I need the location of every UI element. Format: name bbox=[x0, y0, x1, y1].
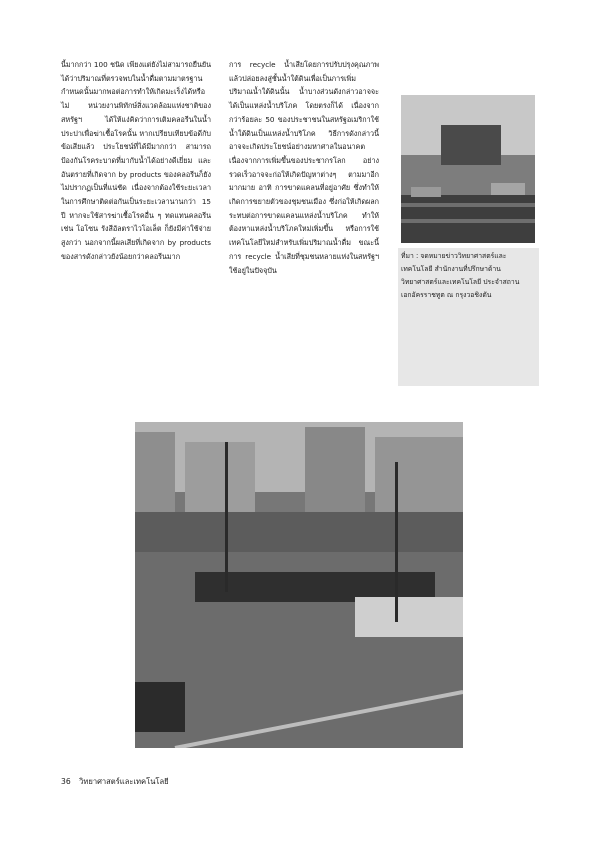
article-column-1: นี้มากกว่า 100 ชนิด เพียงแต่ยังไม่สามารถยืนยันได้ว่าปริมาณที่ตรวจพบในน้ำดื่มตามมาตรฐานกำหนดนั้นมากพอต่อการทำให้เกิดมะเร็งได้หรือไม่ หน่วยงานพิทักษ์สิ่งแวดล้อมแห่งชาติของสหรัฐฯ ได้ให้แง่คิดว่าการเติมคลอรีนในน้ำประปาเพื่อฆ่าเชื้อโรคนั้น หากเปรียบเทียบข้อดีกับข้อเสียแล้ว ประโยชน์ที่ได้มีมากกว่า สามารถป้องกันโรคระบาดที่มากับน้ำได้อย่างดีเยี่ยม และอันตรายที่เกิดจาก by products ของคลอรีนก็ยังไม่ปรากฏเป็นที่แน่ชัด เนื่องจากต้องใช้ระยะเวลาในการศึกษาติดต่อกันเป็นระยะเวลานานกว่า 15 ปี หากจะใช้สารฆ่าเชื้อโรคอื่น ๆ ทดแทนคลอรีน เช่น โอโซน รังสีอัลตราไวโอเล็ต ก็ยังมีค่าใช้จ่ายสูงกว่า นอกจากนี้ผลเสียที่เกิดจาก by products ของสารดังกล่าวยังน้อยกว่าคลอรีนมาก bbox=[61, 60, 211, 261]
article-column-2: การ recycle น้ำเสียโดยการปรับปรุงคุณภาพแล้วปล่อยลงสู่ชั้นน้ำใต้ดินเพื่อเป็นการเพิ่มปริมาณน้ำใต้ดินนั้น น้ำบางส่วนดังกล่าวอาจจะได้เป็นแหล่งน้ำบริโภค โดยตรงก็ได้ เนื่องจากกว่าร้อยละ 50 ของประชาชนในสหรัฐอเมริกาใช้น้ำใต้ดินเป็นแหล่งน้ำบริโภค วิธีการดังกล่าวนี้อาจจะเกิดประโยชน์อย่างมหาศาลในอนาคต เนื่องจากการเพิ่มขึ้นของประชากรโลก อย่างรวดเร็วอาจจะก่อให้เกิดปัญหาต่างๆ ตามมาอีกมากมาย อาทิ การขาดแคลนที่อยู่อาศัย ซึ่งทำให้เกิดการขยายตัวของชุมชนเมือง ซึ่งก่อให้เกิดผลกระทบต่อการขาดแคลนแหล่งน้ำบริโภค ทำให้ต้องหาแหล่งน้ำบริโภคใหม่เพิ่มขึ้น หรือการใช้เทคโนโลยีใหม่สำหรับเพิ่มปริมาณน้ำดื่ม ขณะนี้การ recycle น้ำเสียที่ชุมชนหลายแห่งในสหรัฐฯ ใช้อยู่ในปัจจุบัน bbox=[229, 60, 379, 275]
photo-waterfront-cafe bbox=[401, 95, 535, 243]
page-footer bbox=[61, 776, 175, 788]
page-number: 36 bbox=[61, 777, 71, 786]
photo-caption: ที่มา : จดหมายข่าววิทยาศาสตร์และเทคโนโลยี สำนักงานที่ปรึกษาด้านวิทยาศาสตร์และเทคโนโลยี ประจำสถานเอกอัครราชทูต ณ กรุงวอชิงตัน bbox=[401, 252, 520, 299]
magazine-title: วิทยาศาสตร์และเทคโนโลยี bbox=[79, 777, 169, 786]
photo-harbor-boats bbox=[135, 422, 463, 748]
